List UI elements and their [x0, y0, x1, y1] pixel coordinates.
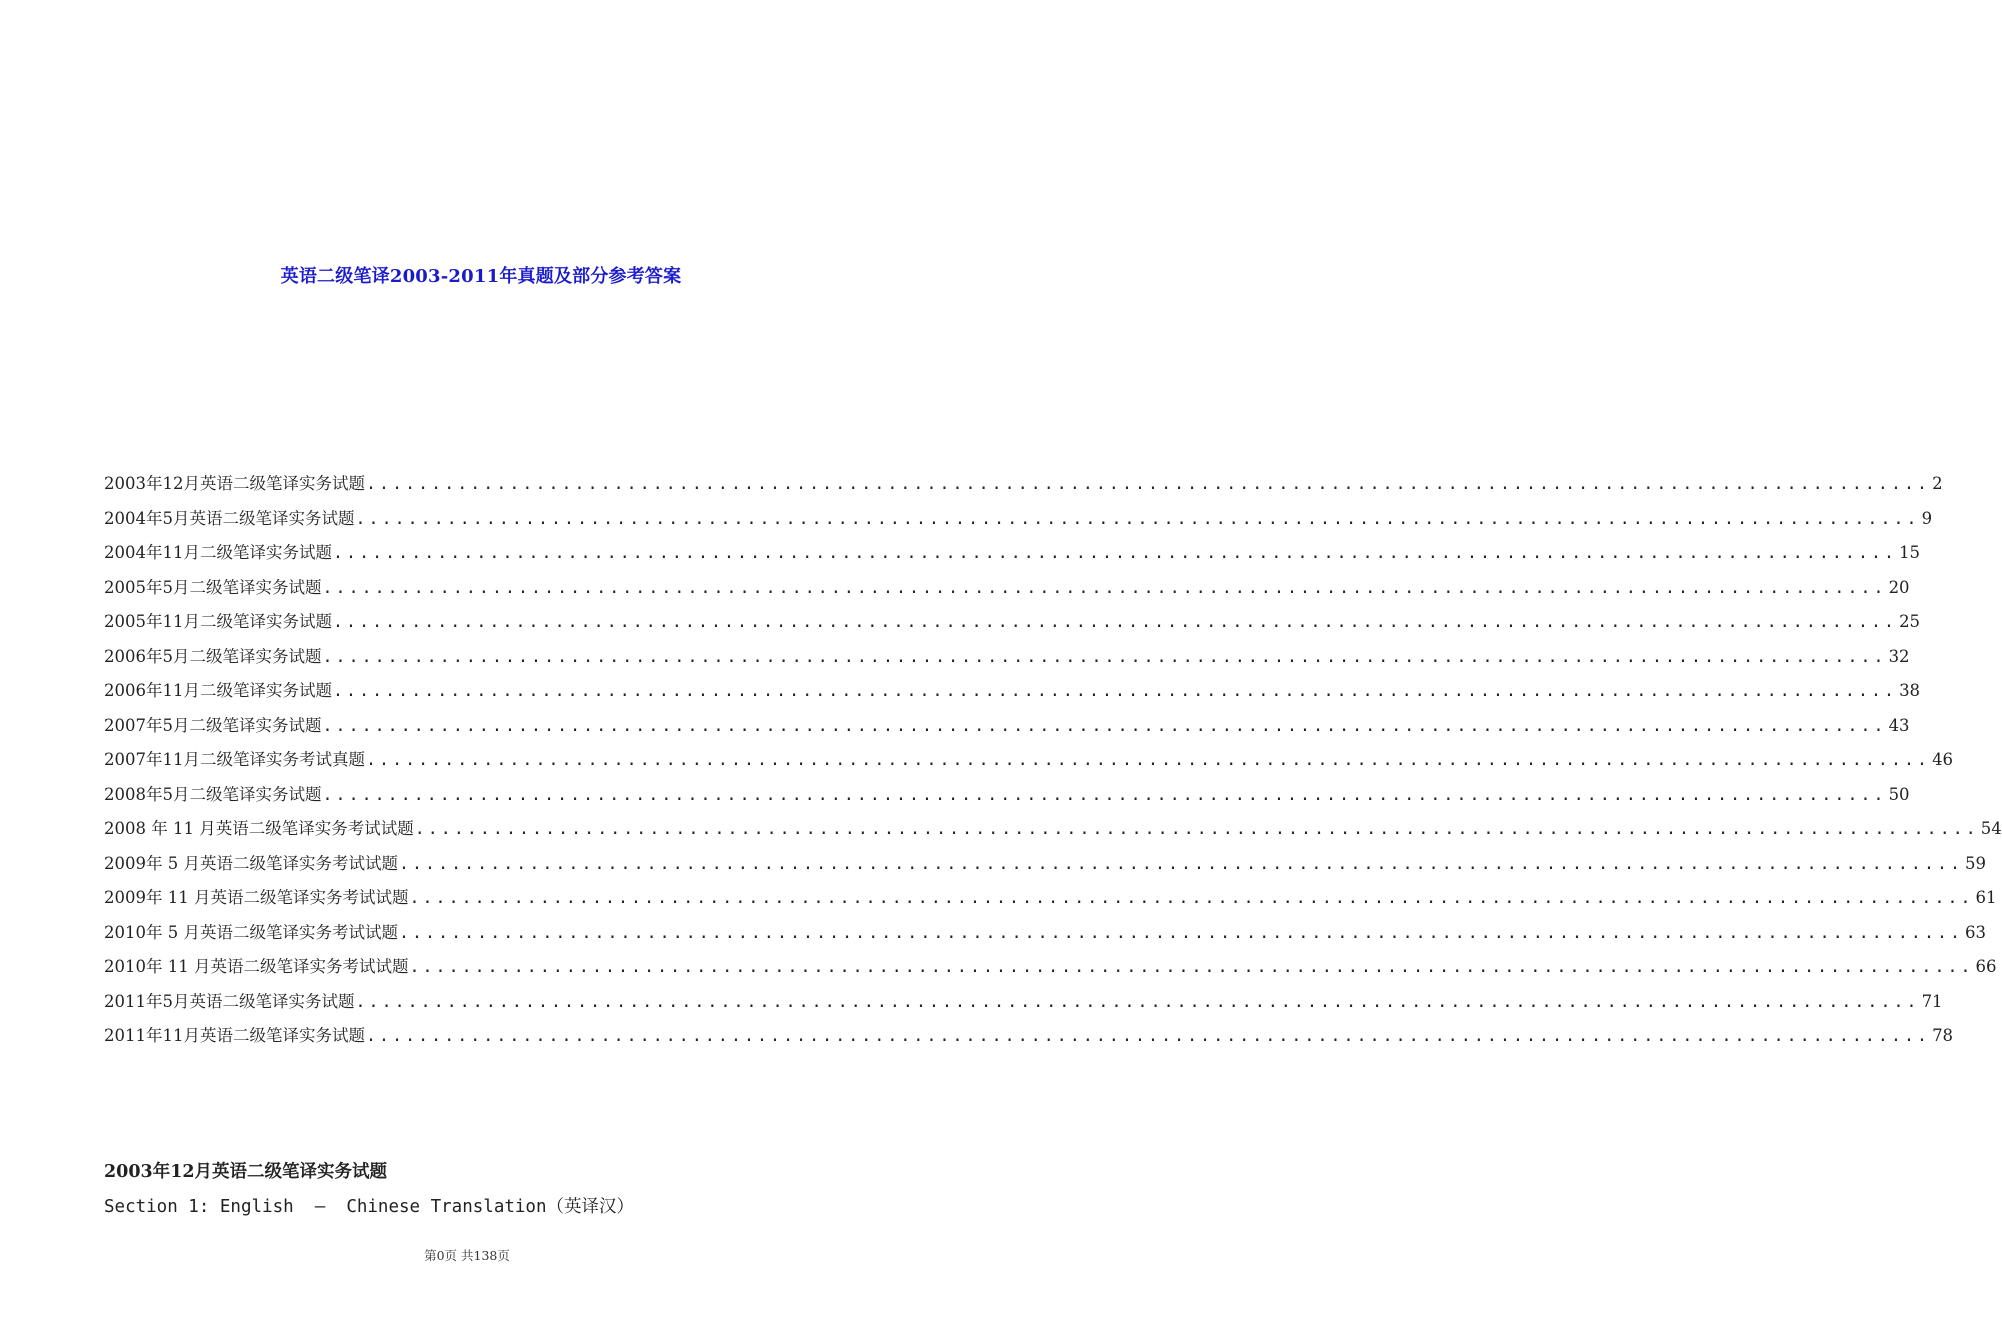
toc-leader-dots: ........................................................................................................................ [414, 819, 1979, 838]
toc-entry[interactable] [104, 815, 2002, 850]
toc-entry-page: 20 [1888, 577, 1910, 597]
toc-leader-dots: ........................................................................................................................ [322, 784, 1887, 804]
toc-entry[interactable] [104, 953, 1997, 988]
toc-entry-label: 2009年 5 月英语二级笔译实务考试试题 [104, 853, 398, 873]
toc-entry-label: 2008年5月二级笔译实务试题 [104, 784, 322, 804]
toc-leader-dots: ........................................................................................................................ [409, 888, 1974, 907]
toc-entry[interactable] [104, 574, 1910, 609]
toc-entry-page: 63 [1965, 922, 1987, 942]
toc-entry[interactable] [104, 643, 1910, 678]
toc-leader-dots: ........................................................................................................................ [398, 853, 1964, 873]
toc-entry-page: 50 [1888, 784, 1910, 804]
toc-entry-label: 2004年11月二级笔译实务试题 [104, 543, 332, 562]
toc-entry-label: 2011年5月英语二级笔译实务试题 [104, 991, 355, 1011]
toc-entry-label: 2010年 5 月英语二级笔译实务考试试题 [104, 922, 398, 942]
toc-entry-page: 15 [1899, 543, 1921, 562]
toc-entry-label: 2007年5月二级笔译实务试题 [104, 715, 322, 735]
toc-leader-dots: ........................................................................................................................ [366, 1026, 1931, 1045]
toc-entry[interactable] [104, 539, 1921, 574]
toc-entry-page: 43 [1888, 715, 1910, 735]
toc-entry[interactable] [104, 712, 1910, 747]
toc-entry-label: 2007年11月二级笔译实务考试真题 [104, 750, 365, 769]
toc-entry-page: 54 [1980, 819, 2002, 838]
toc-leader-dots: ........................................................................................................................ [409, 957, 1974, 976]
toc-entry-page: 9 [1921, 508, 1933, 528]
toc-entry-page: 71 [1921, 991, 1943, 1011]
toc-leader-dots: ........................................................................................................................ [333, 612, 1898, 631]
toc-entry-page: 38 [1899, 681, 1921, 700]
toc-entry[interactable] [104, 1022, 1954, 1057]
toc-leader-dots: ........................................................................................................................ [322, 715, 1887, 735]
toc-entry[interactable] [104, 677, 1921, 712]
toc-entry-label: 2003年12月英语二级笔译实务试题 [104, 474, 365, 493]
toc-entry-page: 46 [1932, 750, 1954, 769]
toc-entry-label: 2006年5月二级笔译实务试题 [104, 646, 322, 666]
toc-leader-dots: ........................................................................................................................ [398, 922, 1964, 942]
toc-entry[interactable] [104, 781, 1910, 816]
toc-entry-label: 2009年 11 月英语二级笔译实务考试试题 [104, 888, 409, 907]
toc-entry[interactable] [104, 608, 1921, 643]
toc-entry[interactable] [104, 470, 1943, 505]
section-heading: 2003年12月英语二级笔译实务试题 [104, 1162, 388, 1182]
table-of-contents [104, 470, 2002, 1057]
toc-entry-label: 2004年5月英语二级笔译实务试题 [104, 508, 355, 528]
toc-entry-label: 2010年 11 月英语二级笔译实务考试试题 [104, 957, 409, 976]
toc-leader-dots: ........................................................................................................................ [322, 646, 1887, 666]
toc-leader-dots: ........................................................................................................................ [333, 543, 1898, 562]
toc-entry-page: 66 [1975, 957, 1997, 976]
toc-entry-label: 2005年5月二级笔译实务试题 [104, 577, 322, 597]
section-subheading-en: Section 1: English – Chinese Translation [104, 1197, 547, 1217]
toc-entry-label: 2006年11月二级笔译实务试题 [104, 681, 332, 700]
toc-leader-dots: ........................................................................................................................ [322, 577, 1887, 597]
toc-leader-dots: ........................................................................................................................ [366, 750, 1931, 769]
section-subheading [104, 1193, 634, 1218]
toc-entry-page: 61 [1975, 888, 1997, 907]
toc-leader-dots: ........................................................................................................................ [355, 508, 1920, 528]
toc-entry[interactable] [104, 850, 1987, 885]
toc-leader-dots: ........................................................................................................................ [366, 474, 1931, 493]
toc-entry-page: 78 [1932, 1026, 1954, 1045]
toc-leader-dots: ........................................................................................................................ [333, 681, 1898, 700]
toc-entry[interactable] [104, 505, 1933, 540]
toc-entry[interactable] [104, 988, 1943, 1023]
toc-entry-page: 32 [1888, 646, 1910, 666]
toc-leader-dots: ........................................................................................................................ [355, 991, 1920, 1011]
toc-entry[interactable] [104, 919, 1987, 954]
toc-entry[interactable] [104, 746, 1954, 781]
document-title: 英语二级笔译2003-2011年真题及部分参考答案 [280, 266, 682, 287]
toc-entry[interactable] [104, 884, 1997, 919]
toc-entry-page: 2 [1932, 474, 1943, 493]
toc-entry-label: 2011年11月英语二级笔译实务试题 [104, 1026, 365, 1045]
toc-entry-page: 25 [1899, 612, 1921, 631]
toc-entry-page: 59 [1965, 853, 1987, 873]
toc-entry-label: 2005年11月二级笔译实务试题 [104, 612, 332, 631]
toc-entry-label: 2008 年 11 月英语二级笔译实务考试试题 [104, 819, 414, 838]
section-subheading-cn: （英译汉） [546, 1197, 635, 1217]
page-footer: 第0页 共138页 [424, 1248, 510, 1263]
